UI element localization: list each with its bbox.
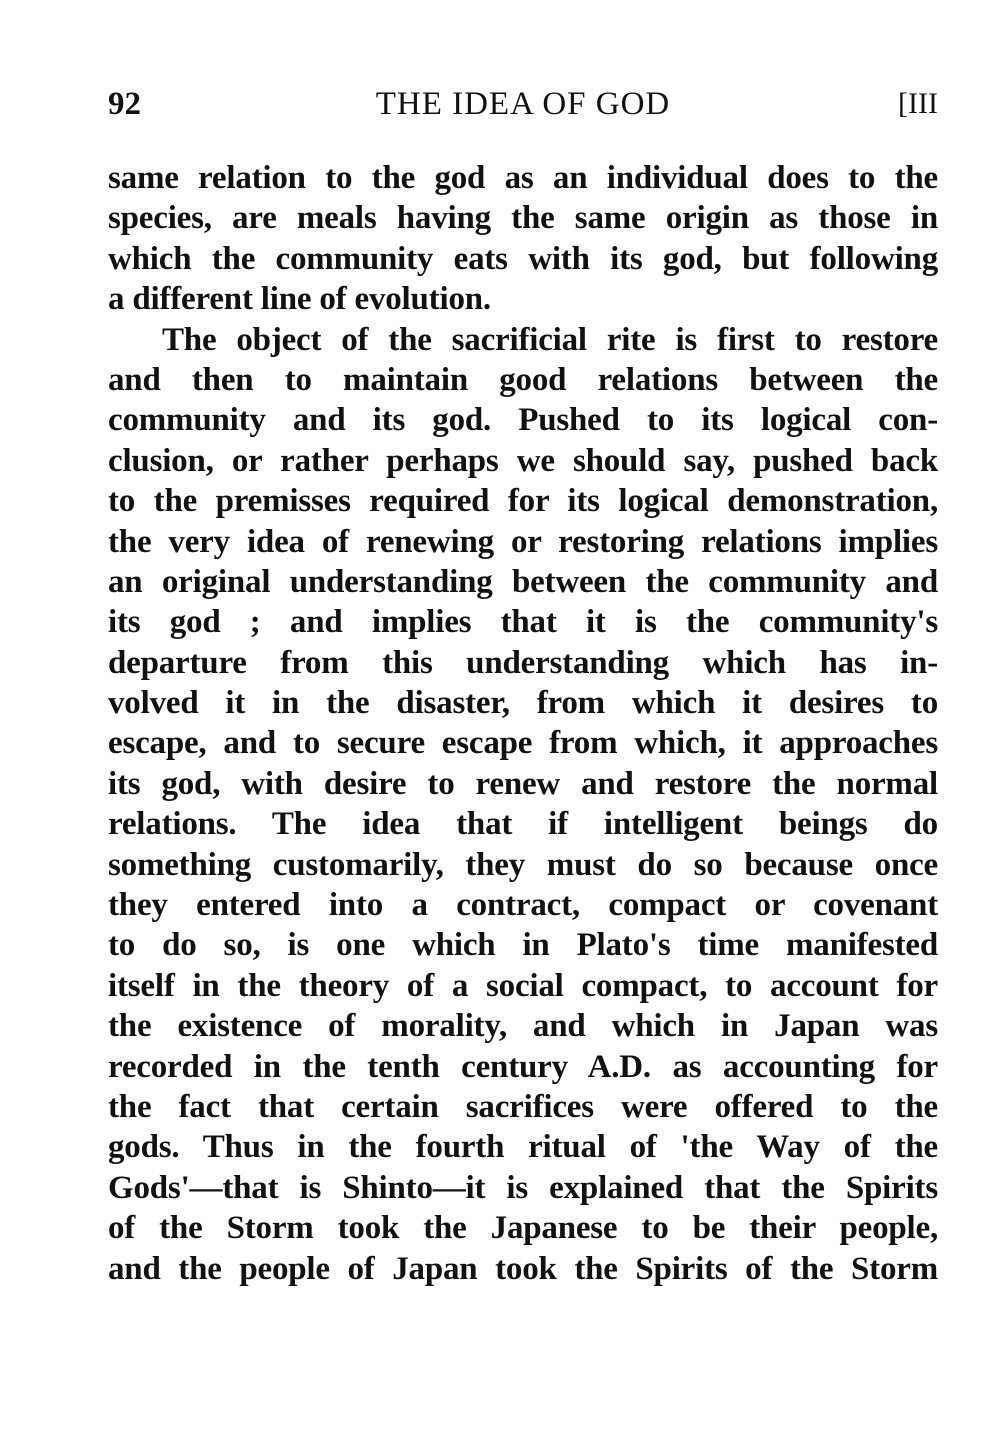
text-line: community and its god. Pushed to its logical con- [108, 402, 938, 439]
text-line: gods. Thus in the fourth ritual of 'the Way of the [108, 1129, 938, 1166]
running-head [108, 82, 938, 126]
text-line: the very idea of renewing or restoring relations implies [108, 523, 938, 560]
text-line: and the people of Japan took the Spirits of the Storm [108, 1250, 938, 1287]
text-line: to do so, is one which in Plato's time manifested [108, 927, 938, 964]
text-line: volved it in the disaster, from which it desires to [108, 685, 938, 722]
chapter-mark: [III [898, 87, 938, 120]
text-line: of the Storm took the Japanese to be their people, [108, 1210, 938, 1247]
text-line: and then to maintain good relations between the [108, 361, 938, 398]
running-title: THE IDEA OF GOD [375, 86, 671, 122]
text-line: escape, and to secure escape from which, it approaches [108, 725, 938, 762]
text-line: which the community eats with its god, but following [108, 240, 938, 277]
text-line: itself in the theory of a social compact, to account for [108, 967, 938, 1004]
paragraph-start-line: The object of the sacrificial rite is first to restore [162, 321, 938, 358]
text-line: to the premisses required for its logical demonstration, [108, 483, 938, 520]
text-line: an original understanding between the community and [108, 563, 938, 600]
page-number: 92 [108, 86, 141, 122]
text-line: clusion, or rather perhaps we should say, pushed back [108, 442, 938, 479]
text-line: departure from this understanding which has in- [108, 644, 938, 681]
text-line: same relation to the god as an individual does to the [108, 160, 938, 196]
text-line: species, are meals having the same origin as those in [108, 200, 938, 237]
text-line: recorded in the tenth century A.D. as accounting for [108, 1048, 938, 1085]
text-line: the existence of morality, and which in Japan was [108, 1008, 938, 1045]
text-line: a different line of evolution. [108, 281, 491, 318]
body-text [108, 158, 938, 1289]
text-line: they entered into a contract, compact or covenant [108, 887, 938, 924]
text-line: its god ; and implies that it is the community's [108, 604, 938, 641]
text-line: Gods'—that is Shinto—it is explained that the Spirits [108, 1169, 938, 1206]
text-line: something customarily, they must do so because once [108, 846, 938, 883]
text-line: its god, with desire to renew and restore the normal [108, 765, 938, 802]
text-line: the fact that certain sacrifices were offered to the [108, 1088, 938, 1125]
text-line: relations. The idea that if intelligent beings do [108, 806, 938, 843]
